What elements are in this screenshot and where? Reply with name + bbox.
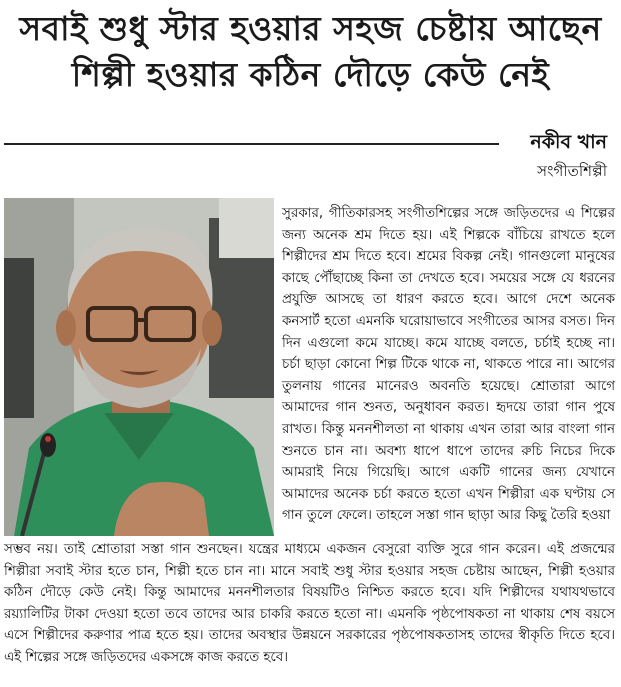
headline-line-1: সবাই শুধু স্টার হওয়ার সহজ চেষ্টায় আছেন [19,9,602,48]
portrait-illustration [4,198,274,536]
article-body-column: সুরকার, গীতিকারসহ সংগীতশিল্পের সঙ্গে জড়িতদের এ শিল্পের জন্য অনেক শ্রম দিতে হয়। এই শিল্পকে বাঁচিয়ে রাখতে হলে শিল্পীদের শ্রম দিতে হবে। শ্রমের বিকল্প নেই। গানগুলো মানুষের কাছে পৌঁছাচ্ছে কিনা তা দেখতে হবে। সময়ের সঙ্গে যে ধরনের প্রযুক্তি আসছে তা ধারণ করতে হবে। আগে দেশে অনেক কনসার্ট হতো এমনকি ঘরোয়াভাবে সংগীতের আসর বসত। দিন দিন এগুলো কমে যাচ্ছে। কমে যাচ্ছে বলতে, চর্চাই হচ্ছে না। চর্চা ছাড়া কোনো শিল্প টিকে থাকে না, থাকতে পারে না। আগের তুলনায় গানের মানেরও অবনতি হয়েছে। শ্রোতারা আগে আমাদের গান শুনত, অনুধাবন করত। হৃদয়ে তারা গান পুষে রাখত। কিন্তু মননশীলতা না থাকায় এখন তারা আর বাংলা গান শুনতে চান না। অবশ্য ধাপে ধাপে তাদের রুচি নিচের দিকে আমরাই নিয়ে গিয়েছি। আগে একটি গানের জন্য যেখানে আমাদের অনেক চর্চা করতে হতো এখন শিল্পীরা এক ঘণ্টায় সে গান তুলে ফেলে। তাহলে সস্তা গান ছাড়া আর কিছু তৈরি হওয়া [282,206,615,524]
article-body-full: সম্ভব নয়। তাই শ্রোতারা সস্তা গান শুনছেন। যন্ত্রের মাধ্যমে একজন বেসুরো ব্যক্তি সুরে গান করেন। এই প্রজন্মের শিল্পীরা সবাই স্টার হতে চান, শিল্পী হতে চান না। মানে সবাই শুধু স্টার হওয়ার সহজ চেষ্টায় আছেন, শিল্পী হওয়ার কঠিন দৌড়ে কেউ নেই। কিন্তু আমাদের মননশীলতার বিষয়টিও নিশ্চিত করতে হবে। যদি শিল্পীদের যথাযথভাবে রয়্যালিটির টাকা দেওয়া হতো তবে তাদের আর চাকরি করতে হতো না। এমনকি পৃষ্ঠপোষকতা না থাকায় শেষ বয়সে এসে শিল্পীদের করুণার পাত্র হতে হয়। তাদের অবস্থার উন্নয়নে সরকারের পৃষ্ঠপোষকতাসহ তাদের স্বীকৃতি দিতে হবে। এই শিল্পের সঙ্গে জড়িতদের একসঙ্গে কাজ করতে হবে। [4,542,615,665]
headline [0,6,621,98]
portrait-photo [4,198,274,536]
author-name: নকীব খান [530,131,607,153]
headline-line-2: শিল্পী হওয়ার কঠিন দৌড়ে কেউ নেই [71,55,550,94]
author-role: সংগীতশিল্পী [537,162,607,180]
byline-rule [4,143,499,145]
